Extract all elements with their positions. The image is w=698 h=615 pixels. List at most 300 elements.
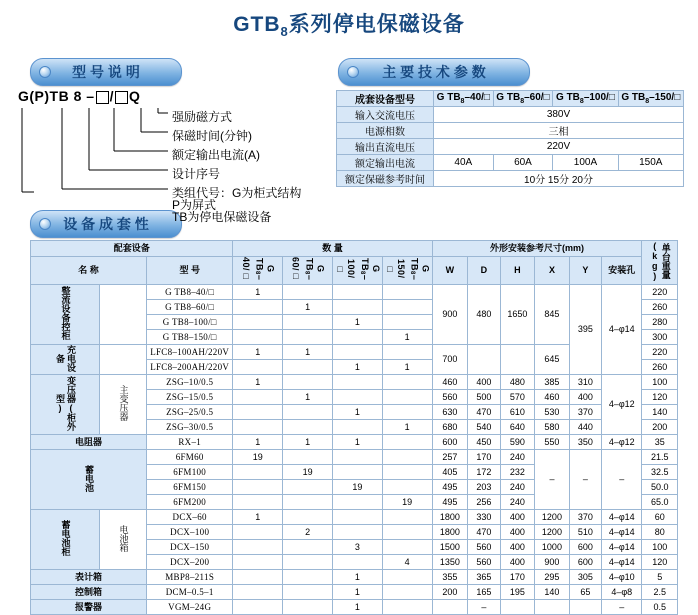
row-qty	[283, 585, 333, 600]
spec-row-value: 380V	[434, 107, 684, 123]
row-d: 400	[468, 375, 500, 390]
row-model: 6FM60	[147, 450, 233, 465]
row-qty	[233, 300, 283, 315]
row-hole: 4–φ14	[602, 525, 642, 540]
row-model: VGM–24G	[147, 600, 233, 615]
row-qty	[283, 405, 333, 420]
row-w: 900	[432, 285, 468, 345]
row-y: –	[569, 450, 601, 510]
row-qty	[332, 345, 382, 360]
row-w: 630	[432, 405, 468, 420]
row-x: 900	[535, 555, 570, 570]
row-model: LFC8–200AH/220V	[147, 360, 233, 375]
row-qty	[283, 285, 333, 300]
row-x: 845	[535, 285, 570, 345]
row-d: –	[468, 600, 500, 615]
row-x: 1000	[535, 540, 570, 555]
table-row	[31, 510, 678, 525]
row-model: 6FM150	[147, 480, 233, 495]
row-w: 1800	[432, 525, 468, 540]
model-code-separator: /	[109, 88, 114, 104]
row-weight: 60	[642, 510, 678, 525]
row-model: ZSG–10/0.5	[147, 375, 233, 390]
row-qty: 1	[382, 330, 432, 345]
row-weight: 200	[642, 420, 678, 435]
row-h	[500, 345, 535, 375]
row-y: 440	[569, 420, 601, 435]
row-qty	[283, 330, 333, 345]
row-qty	[382, 345, 432, 360]
row-qty: 1	[233, 435, 283, 450]
row-weight: 50.0	[642, 480, 678, 495]
row-weight: 80	[642, 525, 678, 540]
row-qty	[382, 450, 432, 465]
spec-row-value: 60A	[493, 155, 553, 171]
spec-header-cell: G $TB_8-100/□$	[553, 91, 618, 107]
row-model: RX–1	[147, 435, 233, 450]
row-hole: 4–φ14	[602, 540, 642, 555]
row-y: 350	[569, 435, 601, 450]
row-w: 495	[432, 480, 468, 495]
row-weight: 260	[642, 300, 678, 315]
sub-header-d: D	[468, 256, 500, 284]
section-banner-spec-label: 主 要 技 术 参 数	[382, 64, 486, 80]
row-qty	[283, 420, 333, 435]
row-x	[535, 600, 570, 615]
row-weight: 100	[642, 375, 678, 390]
row-qty: 1	[283, 390, 333, 405]
row-weight: 220	[642, 285, 678, 300]
row-qty: 4	[382, 555, 432, 570]
row-name: 电池箱	[100, 510, 147, 570]
spec-row-value: 100A	[553, 155, 618, 171]
row-model: DCX–100	[147, 525, 233, 540]
row-qty	[382, 465, 432, 480]
row-qty	[382, 435, 432, 450]
row-d: 450	[468, 435, 500, 450]
row-y: 600	[569, 540, 601, 555]
row-y: 65	[569, 585, 601, 600]
row-model: 6FM100	[147, 465, 233, 480]
row-x: –	[535, 450, 570, 510]
spec-row	[337, 123, 684, 139]
row-model: DCX–60	[147, 510, 233, 525]
spec-header-cell: 成套设备型号	[337, 91, 434, 107]
row-qty	[233, 330, 283, 345]
row-hole: –	[602, 450, 642, 510]
row-weight: 32.5	[642, 465, 678, 480]
title-prefix: GTB	[233, 13, 281, 36]
row-d: 470	[468, 405, 500, 420]
model-code-suffix: Q	[128, 88, 141, 104]
row-w: 1350	[432, 555, 468, 570]
row-qty: 1	[283, 345, 333, 360]
row-d: 165	[468, 585, 500, 600]
table-row	[31, 600, 678, 615]
spec-row	[337, 107, 684, 123]
row-qty	[332, 450, 382, 465]
row-qty	[382, 600, 432, 615]
row-d: 480	[468, 285, 500, 345]
row-weight: 220	[642, 345, 678, 360]
group-header-dims: 外形安装参考尺寸(mm)	[432, 241, 642, 257]
row-qty	[332, 330, 382, 345]
equipment-table	[30, 240, 678, 615]
row-h: 240	[500, 480, 535, 495]
row-d: 560	[468, 555, 500, 570]
row-qty: 1	[332, 315, 382, 330]
row-hole: 4–φ12	[602, 375, 642, 435]
spec-table	[336, 90, 684, 187]
row-hole: 4–φ14	[602, 555, 642, 570]
row-x: 295	[535, 570, 570, 585]
spec-header-cell: G $TB_8-60/□$	[493, 91, 553, 107]
bullet-icon	[39, 66, 51, 78]
row-h: 170	[500, 570, 535, 585]
row-qty	[283, 510, 333, 525]
row-y: 400	[569, 390, 601, 405]
row-d: 540	[468, 420, 500, 435]
row-hole: 4–φ14	[602, 285, 642, 375]
section-banner-set	[30, 210, 182, 238]
row-qty	[382, 375, 432, 390]
row-model: MBP8–211S	[147, 570, 233, 585]
row-qty: 3	[332, 540, 382, 555]
row-x: 140	[535, 585, 570, 600]
row-h: 400	[500, 510, 535, 525]
row-qty: 1	[332, 585, 382, 600]
row-model: 6FM200	[147, 495, 233, 510]
group-header-equipment: 配套设备	[31, 241, 233, 257]
spec-header-cell: G $TB_8-40/□$	[434, 91, 494, 107]
spec-row-value: 40A	[434, 155, 494, 171]
row-qty	[283, 555, 333, 570]
row-model: DCM–0.5–1	[147, 585, 233, 600]
spec-row-label: 电源相数	[337, 123, 434, 139]
sub-header-w: W	[432, 256, 468, 284]
title-suffix: 系列停电保磁设备	[288, 13, 465, 36]
bullet-icon	[39, 218, 51, 230]
row-qty	[332, 495, 382, 510]
row-weight: 280	[642, 315, 678, 330]
row-qty: 1	[233, 510, 283, 525]
row-qty	[233, 570, 283, 585]
row-qty	[233, 420, 283, 435]
row-h: 480	[500, 375, 535, 390]
row-h: 610	[500, 405, 535, 420]
row-qty	[283, 600, 333, 615]
row-qty	[283, 360, 333, 375]
row-name	[100, 345, 147, 375]
sub-header-qty-100: G $TB_8-100/□$	[332, 256, 382, 284]
row-model: G TB8–60/□	[147, 300, 233, 315]
section-banner-model-label: 型 号 说 明	[72, 64, 140, 80]
title-subscript: 8	[280, 24, 289, 40]
row-qty	[332, 525, 382, 540]
sub-header-qty-150: G $TB_8-150/□$	[382, 256, 432, 284]
spec-row	[337, 139, 684, 155]
row-w: 680	[432, 420, 468, 435]
row-y: 395	[569, 285, 601, 375]
row-w	[432, 600, 468, 615]
row-w: 405	[432, 465, 468, 480]
row-qty: 1	[233, 345, 283, 360]
group-header-weight	[642, 241, 678, 285]
row-qty	[233, 555, 283, 570]
row-w: 700	[432, 345, 468, 375]
row-y: 370	[569, 510, 601, 525]
row-y: 370	[569, 405, 601, 420]
spec-row-value: 三相	[434, 123, 684, 139]
row-x: 460	[535, 390, 570, 405]
row-hole: 4–φ12	[602, 435, 642, 450]
row-w: 355	[432, 570, 468, 585]
row-qty: 1	[332, 600, 382, 615]
row-qty	[382, 285, 432, 300]
row-qty: 2	[283, 525, 333, 540]
row-qty	[283, 450, 333, 465]
row-qty	[332, 510, 382, 525]
sub-header-name: 名 称	[31, 256, 147, 284]
row-name: 主变压器	[100, 375, 147, 435]
row-y: 305	[569, 570, 601, 585]
row-qty	[233, 585, 283, 600]
row-qty	[233, 390, 283, 405]
table-row	[31, 285, 678, 300]
row-w: 257	[432, 450, 468, 465]
row-h: 400	[500, 555, 535, 570]
row-model: DCX–150	[147, 540, 233, 555]
row-model: DCX–200	[147, 555, 233, 570]
row-group-label: 充电设备	[31, 345, 100, 375]
row-d: 172	[468, 465, 500, 480]
row-w: 600	[432, 435, 468, 450]
row-qty	[233, 540, 283, 555]
row-qty	[233, 600, 283, 615]
table-row	[31, 435, 678, 450]
row-qty	[283, 315, 333, 330]
table-group-header-row	[31, 241, 678, 257]
row-qty: 1	[332, 570, 382, 585]
row-model: G TB8–150/□	[147, 330, 233, 345]
row-qty: 19	[233, 450, 283, 465]
row-weight: 0.5	[642, 600, 678, 615]
row-hole: 4–φ8	[602, 585, 642, 600]
row-weight: 120	[642, 555, 678, 570]
row-qty	[283, 375, 333, 390]
row-weight: 120	[642, 390, 678, 405]
row-qty: 1	[233, 285, 283, 300]
row-qty: 19	[332, 480, 382, 495]
row-weight: 100	[642, 540, 678, 555]
row-qty	[332, 465, 382, 480]
section-banner-spec	[338, 58, 530, 86]
row-w: 1500	[432, 540, 468, 555]
row-qty	[332, 300, 382, 315]
row-model: ZSG–15/0.5	[147, 390, 233, 405]
row-d: 500	[468, 390, 500, 405]
row-qty	[283, 495, 333, 510]
row-qty	[382, 510, 432, 525]
row-qty	[382, 300, 432, 315]
row-hole: 4–φ14	[602, 510, 642, 525]
row-x: 645	[535, 345, 570, 375]
model-label-3: 额定输出电流(A)	[172, 148, 260, 162]
row-qty: 19	[382, 495, 432, 510]
bullet-icon	[347, 66, 359, 78]
model-label-2: 保磁时间(分钟)	[172, 129, 252, 143]
row-qty: 1	[382, 360, 432, 375]
row-qty	[332, 420, 382, 435]
sub-header-h: H	[500, 256, 535, 284]
row-h: 240	[500, 450, 535, 465]
row-x: 550	[535, 435, 570, 450]
spec-row-value: 220V	[434, 139, 684, 155]
row-model: ZSG–25/0.5	[147, 405, 233, 420]
sub-header-x: X	[535, 256, 570, 284]
row-qty	[233, 360, 283, 375]
row-x: 580	[535, 420, 570, 435]
row-qty	[233, 480, 283, 495]
row-qty	[382, 480, 432, 495]
table-sub-header-row	[31, 256, 678, 284]
spec-row	[337, 171, 684, 187]
row-w: 200	[432, 585, 468, 600]
row-model: G TB8–40/□	[147, 285, 233, 300]
row-weight: 260	[642, 360, 678, 375]
row-hole: –	[602, 600, 642, 615]
spec-row-value: 150A	[618, 155, 683, 171]
row-qty: 1	[332, 435, 382, 450]
row-qty: 1	[283, 300, 333, 315]
spec-header-row	[337, 91, 684, 107]
row-model: LFC8–100AH/220V	[147, 345, 233, 360]
row-d: 256	[468, 495, 500, 510]
group-header-weight-label: 单台重量(kg)	[649, 241, 671, 281]
table-row	[31, 375, 678, 390]
row-h: 232	[500, 465, 535, 480]
row-qty: 1	[382, 420, 432, 435]
row-h: 640	[500, 420, 535, 435]
row-x: 1200	[535, 525, 570, 540]
row-d	[468, 345, 500, 375]
row-qty	[233, 465, 283, 480]
row-weight: 2.5	[642, 585, 678, 600]
section-banner-set-label: 设 备 成 套 性	[63, 216, 149, 232]
model-label-7: TB为停电保磁设备	[172, 210, 272, 224]
spec-row-label: 输入交流电压	[337, 107, 434, 123]
row-model: ZSG–30/0.5	[147, 420, 233, 435]
row-h: 590	[500, 435, 535, 450]
row-h: 570	[500, 390, 535, 405]
row-qty	[382, 315, 432, 330]
row-x: 1200	[535, 510, 570, 525]
row-qty	[332, 390, 382, 405]
model-label-5: 类组代号：G为柜式结构	[172, 186, 302, 200]
sub-header-hole: 安装孔	[602, 256, 642, 284]
row-w: 495	[432, 495, 468, 510]
row-qty	[283, 570, 333, 585]
page-title	[0, 8, 698, 39]
model-label-4: 设计序号	[172, 167, 221, 181]
spec-row-label: 额定保磁参考时间	[337, 171, 434, 187]
row-qty	[382, 570, 432, 585]
row-h: 400	[500, 540, 535, 555]
spec-row-value: 10分 15分 20分	[434, 171, 684, 187]
row-qty	[382, 540, 432, 555]
row-weight: 35	[642, 435, 678, 450]
row-qty	[283, 540, 333, 555]
row-y: 510	[569, 525, 601, 540]
row-w: 560	[432, 390, 468, 405]
row-w: 460	[432, 375, 468, 390]
row-qty	[332, 285, 382, 300]
row-qty	[382, 390, 432, 405]
row-qty: 1	[332, 360, 382, 375]
row-weight: 5	[642, 570, 678, 585]
row-weight: 300	[642, 330, 678, 345]
row-qty	[283, 480, 333, 495]
row-h: 195	[500, 585, 535, 600]
row-qty: 1	[332, 405, 382, 420]
row-y	[569, 600, 601, 615]
row-qty	[233, 315, 283, 330]
row-qty	[382, 525, 432, 540]
sub-header-y: Y	[569, 256, 601, 284]
row-weight: 65.0	[642, 495, 678, 510]
model-label-6: P为屏式	[172, 198, 217, 212]
spec-row	[337, 155, 684, 171]
row-qty	[382, 585, 432, 600]
row-h: 400	[500, 525, 535, 540]
row-qty: 19	[283, 465, 333, 480]
row-group-label: 控制箱	[31, 585, 147, 600]
row-x: 385	[535, 375, 570, 390]
row-qty	[233, 525, 283, 540]
sub-header-qty-40: G $TB_8-40/□$	[233, 256, 283, 284]
row-group-label: 电阻器	[31, 435, 147, 450]
row-qty: 1	[233, 375, 283, 390]
spec-header-cell: G $TB_8-150/□$	[618, 91, 683, 107]
row-y: 310	[569, 375, 601, 390]
row-weight: 21.5	[642, 450, 678, 465]
row-h: 1650	[500, 285, 535, 345]
table-row	[31, 570, 678, 585]
row-qty	[233, 495, 283, 510]
row-h: 240	[500, 495, 535, 510]
row-group-label: 变压器(柜外型)	[31, 375, 100, 435]
row-name	[100, 285, 147, 345]
row-d: 203	[468, 480, 500, 495]
row-qty	[382, 405, 432, 420]
row-x: 530	[535, 405, 570, 420]
row-d: 330	[468, 510, 500, 525]
row-qty	[332, 375, 382, 390]
row-qty	[332, 555, 382, 570]
group-header-qty: 数 量	[233, 241, 432, 257]
sub-header-model: 型 号	[147, 256, 233, 284]
spec-row-label: 输出直流电压	[337, 139, 434, 155]
table-row	[31, 585, 678, 600]
row-weight: 140	[642, 405, 678, 420]
table-row	[31, 450, 678, 465]
row-group-label: 报警器	[31, 600, 147, 615]
row-d: 560	[468, 540, 500, 555]
row-h	[500, 600, 535, 615]
row-d: 365	[468, 570, 500, 585]
row-qty: 1	[283, 435, 333, 450]
row-group-label: 整流设备控柜	[31, 285, 100, 345]
